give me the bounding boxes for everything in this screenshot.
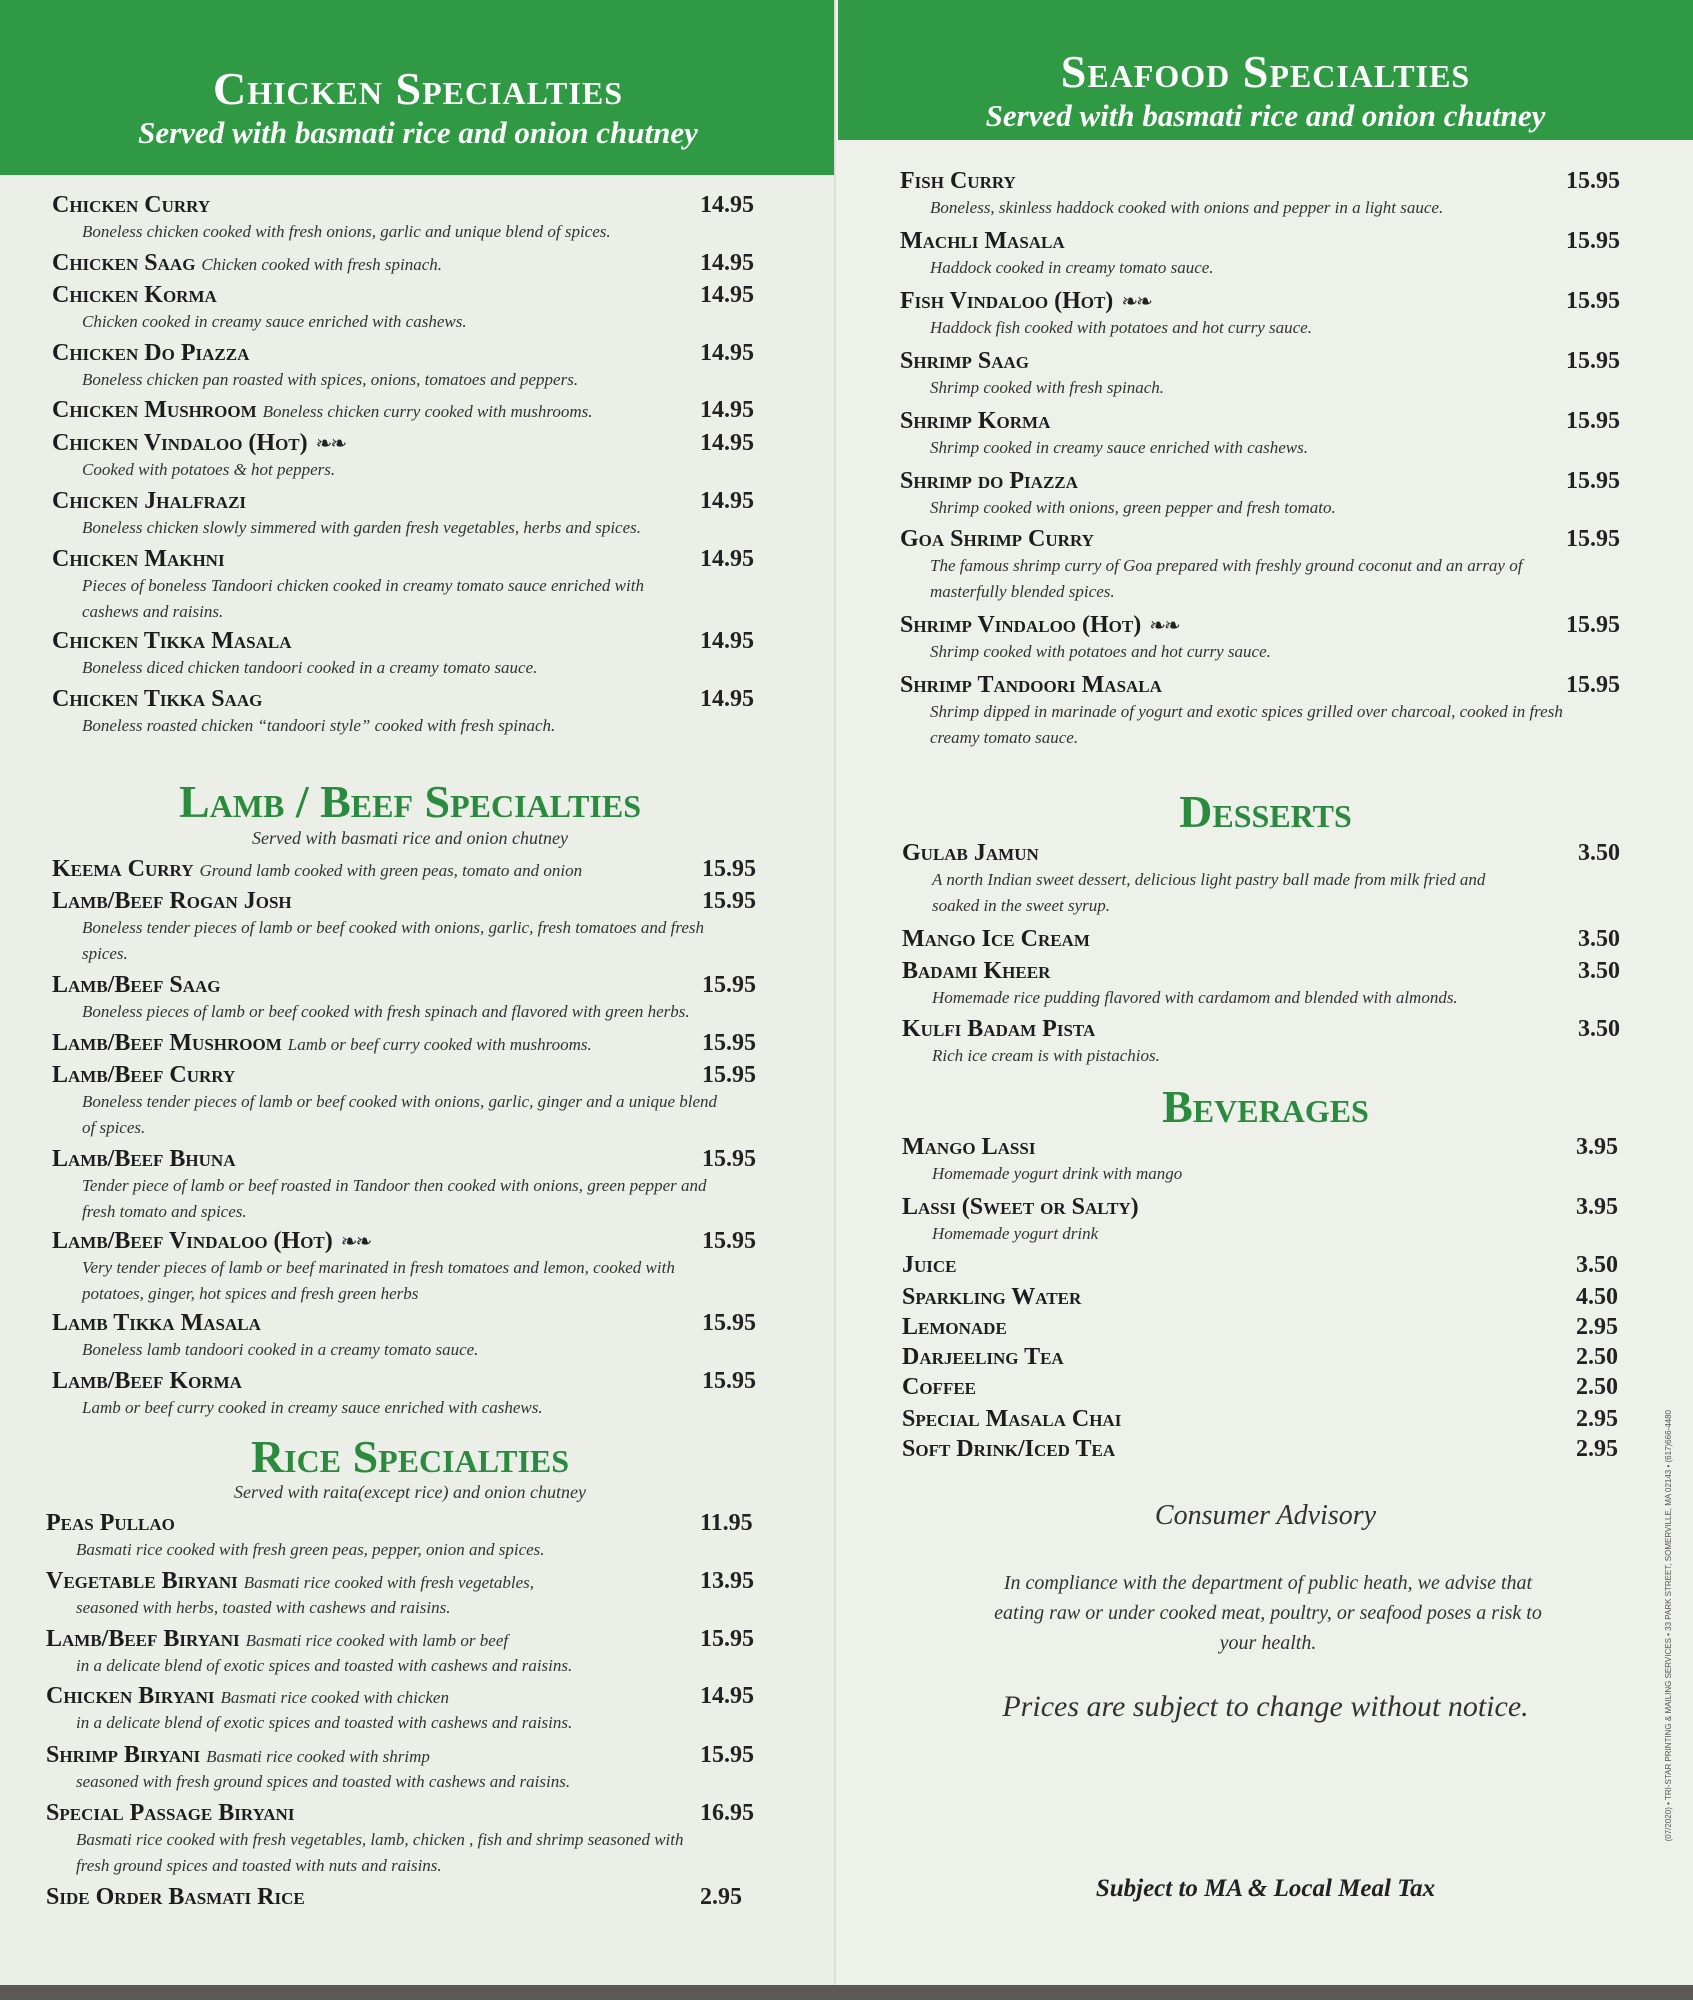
- beverages-menu-item: [902, 1194, 1492, 1247]
- item-name: Kulfi Badam Pista: [902, 1016, 1096, 1042]
- item-name: Lamb/Beef Bhuna: [52, 1146, 236, 1172]
- advisory-text: In compliance with the department of public heath, we advise that eating raw or under cooked meat, poultry, or seafood poses a risk to your health.: [994, 1572, 1542, 1654]
- item-description: Rich ice cream is with pistachios.: [932, 1046, 1160, 1065]
- item-description: Haddock fish cooked with potatoes and hot curry sauce.: [930, 318, 1312, 337]
- item-description: Boneless chicken cooked with fresh onions, garlic and unique blend of spices.: [82, 222, 611, 241]
- item-description: Lamb or beef curry cooked in creamy sauce enriched with cashews.: [82, 1398, 543, 1417]
- item-price: 15.95: [700, 1742, 754, 1768]
- item-name: Fish Vindaloo (Hot): [900, 288, 1114, 314]
- seafood-menu-item: [900, 228, 1590, 281]
- item-price: 15.95: [1566, 672, 1620, 698]
- item-description: Boneless tender pieces of lamb or beef cooked with onions, garlic, ginger and a unique blend of spices.: [82, 1092, 718, 1137]
- item-name: Chicken Makhni: [52, 546, 225, 572]
- item-name: Lamb/Beef Korma: [52, 1368, 242, 1394]
- item-name: Special Passage Biryani: [46, 1800, 295, 1826]
- item-name: Mango Ice Cream: [902, 926, 1090, 952]
- chicken-menu-item: [52, 340, 702, 393]
- lamb-menu-item: [52, 1062, 722, 1141]
- chicken-banner: [0, 0, 836, 175]
- seafood-menu-item: [900, 672, 1590, 751]
- item-price: 3.95: [1576, 1134, 1618, 1160]
- item-price: 14.95: [700, 430, 754, 456]
- item-price: 15.95: [702, 1310, 756, 1336]
- lamb-menu-item: [52, 856, 582, 883]
- item-price: 15.95: [1566, 168, 1620, 194]
- item-name: Chicken Jhalfrazi: [52, 488, 247, 514]
- lamb-menu-item: [52, 972, 722, 1025]
- item-name: Chicken Mushroom: [52, 397, 257, 423]
- item-description: Cooked with potatoes & hot peppers.: [82, 460, 336, 479]
- chicken-menu-item: [52, 488, 702, 541]
- item-name: Shrimp Vindaloo (Hot): [900, 612, 1142, 638]
- item-inline-description: Ground lamb cooked with green peas, tomato and onion: [199, 861, 583, 880]
- seafood-menu-item: [900, 408, 1590, 461]
- item-name: Chicken Vindaloo (Hot): [52, 430, 308, 456]
- item-description: Shrimp cooked with onions, green pepper and fresh tomato.: [930, 498, 1336, 517]
- item-inline-description: Boneless chicken curry cooked with mushrooms.: [262, 402, 593, 421]
- item-description: Boneless chicken pan roasted with spices, onions, tomatoes and peppers.: [82, 370, 579, 389]
- lamb-title: Lamb / Beef Specialties: [178, 776, 642, 827]
- item-description: The famous shrimp curry of Goa prepared with freshly ground coconut and an array of masterfully blended spices.: [930, 556, 1523, 601]
- item-inline-description: Basmati rice cooked with shrimp: [206, 1747, 430, 1766]
- seafood-menu-item: [900, 612, 1590, 665]
- item-price: 14.95: [700, 282, 754, 308]
- item-description: Haddock cooked in creamy tomato sauce.: [930, 258, 1214, 277]
- beverages-menu-item: [902, 1314, 1007, 1341]
- item-price: 14.95: [700, 397, 754, 423]
- chicken-menu-item: [52, 250, 442, 277]
- item-name: Chicken Saag: [52, 250, 196, 276]
- desserts-title: Desserts: [1179, 786, 1352, 837]
- beverages-menu-item: [902, 1134, 1492, 1187]
- item-price: 3.95: [1576, 1194, 1618, 1220]
- item-name: Chicken Do Piazza: [52, 340, 250, 366]
- item-price: 14.95: [700, 250, 754, 276]
- item-description: Tender piece of lamb or beef roasted in Tandoor then cooked with onions, green pepper and fresh tomato and spices.: [82, 1176, 707, 1221]
- item-name: Lamb/Beef Vindaloo (Hot): [52, 1228, 333, 1254]
- item-name: Lemonade: [902, 1314, 1007, 1340]
- item-price: 2.50: [1576, 1344, 1618, 1370]
- item-description: A north Indian sweet dessert, delicious light pastry ball made from milk fried and soaked in the sweet syrup.: [932, 870, 1486, 915]
- item-name: Peas Pullao: [46, 1510, 175, 1536]
- item-inline-description: Basmati rice cooked with chicken: [220, 1688, 449, 1707]
- item-price: 15.95: [702, 856, 756, 882]
- chicken-title: Chicken Specialties: [212, 63, 623, 114]
- item-price: 13.95: [700, 1568, 754, 1594]
- tax-note: Subject to MA & Local Meal Tax: [1095, 1875, 1436, 1902]
- item-price: 15.95: [702, 1368, 756, 1394]
- item-price: 2.95: [1576, 1436, 1618, 1462]
- item-name: Coffee: [902, 1374, 977, 1400]
- item-name: Lamb/Beef Curry: [52, 1062, 236, 1088]
- printer-credit: [1661, 1410, 1679, 1920]
- desserts-menu-item: [902, 840, 1532, 919]
- item-price: 15.95: [700, 1626, 754, 1652]
- item-name: Chicken Curry: [52, 192, 211, 218]
- item-description: Shrimp cooked in creamy sauce enriched with cashews.: [930, 438, 1309, 457]
- item-name: Shrimp Korma: [900, 408, 1051, 434]
- item-name: Chicken Tikka Masala: [52, 628, 292, 654]
- lamb-subtitle: Served with basmati rice and onion chutney: [252, 828, 568, 848]
- beverages-menu-item: [902, 1406, 1121, 1433]
- item-price: 15.95: [1566, 348, 1620, 374]
- item-name: Juice: [902, 1252, 957, 1278]
- item-name: Chicken Tikka Saag: [52, 686, 263, 712]
- item-name: Lassi (Sweet or Salty): [902, 1194, 1139, 1220]
- item-price: 15.95: [702, 1030, 756, 1056]
- item-name: Soft Drink/Iced Tea: [902, 1436, 1116, 1462]
- item-description: Boneless, skinless haddock cooked with onions and pepper in a light sauce.: [930, 198, 1444, 217]
- item-description: Boneless pieces of lamb or beef cooked with fresh spinach and flavored with green herbs.: [82, 1002, 690, 1021]
- item-price: 3.50: [1578, 958, 1620, 984]
- item-inline-description: Chicken cooked with fresh spinach.: [201, 255, 443, 274]
- advisory-title: Consumer Advisory: [1154, 1500, 1377, 1531]
- lamb-menu-item: [52, 1310, 722, 1363]
- item-description: Homemade yogurt drink: [932, 1224, 1099, 1243]
- desserts-menu-item: [902, 926, 1090, 953]
- desserts-menu-item: [902, 958, 1532, 1011]
- rice-title: Rice Specialties: [250, 1431, 570, 1482]
- beverages-menu-item: [902, 1436, 1115, 1463]
- item-name: Shrimp Saag: [900, 348, 1030, 374]
- item-name: Gulab Jamun: [902, 840, 1039, 866]
- item-price: 15.95: [702, 1146, 756, 1172]
- item-description: Homemade yogurt drink with mango: [932, 1164, 1183, 1183]
- rice-menu-item: [46, 1568, 716, 1621]
- item-price: 15.95: [1566, 228, 1620, 254]
- item-price: 14.95: [700, 546, 754, 572]
- item-name: Machli Masala: [900, 228, 1065, 254]
- item-price: 15.95: [702, 1228, 756, 1254]
- seafood-banner: [838, 0, 1693, 140]
- item-name: Shrimp do Piazza: [900, 468, 1078, 494]
- item-price: 15.95: [1566, 526, 1620, 552]
- rice-menu-item: [46, 1626, 716, 1679]
- item-name: Fish Curry: [900, 168, 1016, 194]
- item-name: Special Masala Chai: [902, 1406, 1122, 1432]
- pepper-icon: ❧❧: [1149, 615, 1179, 637]
- item-name: Lamb Tikka Masala: [52, 1310, 261, 1336]
- item-price: 4.50: [1576, 1284, 1618, 1310]
- lamb-menu-item: [52, 1146, 722, 1225]
- item-description: Very tender pieces of lamb or beef marinated in fresh tomatoes and lemon, cooked with potatoes, ginger, hot spices and fresh green herbs: [82, 1258, 675, 1303]
- item-description: Shrimp cooked with potatoes and hot curry sauce.: [930, 642, 1271, 661]
- chicken-menu-item: [52, 546, 702, 625]
- item-price: 14.95: [700, 686, 754, 712]
- seafood-menu-item: [900, 168, 1590, 221]
- beverages-menu-item: [902, 1252, 957, 1279]
- item-price: 2.95: [1576, 1406, 1618, 1432]
- rice-menu-item: [46, 1800, 716, 1879]
- item-inline-description: Lamb or beef curry cooked with mushrooms.: [287, 1035, 592, 1054]
- item-description: in a delicate blend of exotic spices and toasted with cashews and raisins.: [76, 1713, 573, 1732]
- rice-subtitle: Served with raita(except rice) and onion chutney: [234, 1482, 586, 1502]
- chicken-menu-item: [52, 628, 702, 681]
- item-name: Mango Lassi: [902, 1134, 1036, 1160]
- rice-menu-item: [46, 1884, 305, 1911]
- item-name: Lamb/Beef Mushroom: [52, 1030, 282, 1056]
- item-price: 15.95: [1566, 288, 1620, 314]
- item-price: 11.95: [700, 1510, 753, 1536]
- table-surface: [0, 1985, 1693, 2000]
- item-price: 15.95: [1566, 612, 1620, 638]
- seafood-menu-item: [900, 348, 1590, 401]
- printer-credit-text: (07/2020) • TRI-STAR PRINTING & MAILING SERVICES • 33 PARK STREET, SOMERVILLE, MA 02143 • (617)666-4480: [1664, 1410, 1673, 1842]
- item-name: Shrimp Tandoori Masala: [900, 672, 1162, 698]
- pepper-icon: ❧❧: [1121, 291, 1151, 313]
- item-description: Shrimp dipped in marinade of yogurt and exotic spices grilled over charcoal, cooked in fresh creamy tomato sauce.: [930, 702, 1563, 747]
- beverages-title: Beverages: [1162, 1081, 1369, 1132]
- chicken-menu-item: [52, 430, 702, 483]
- item-inline-description: Basmati rice cooked with fresh vegetables,: [243, 1573, 534, 1592]
- item-description: seasoned with herbs, toasted with cashews and raisins.: [76, 1598, 451, 1617]
- item-description: Boneless lamb tandoori cooked in a creamy tomato sauce.: [82, 1340, 479, 1359]
- price-notice: Prices are subject to change without notice.: [1002, 1690, 1529, 1723]
- item-description: Shrimp cooked with fresh spinach.: [930, 378, 1165, 397]
- menu-right-panel: [838, 0, 1693, 1985]
- lamb-menu-item: [52, 888, 722, 967]
- item-inline-description: Basmati rice cooked with lamb or beef: [245, 1631, 509, 1650]
- item-name: Keema Curry: [52, 856, 194, 882]
- item-name: Darjeeling Tea: [902, 1344, 1064, 1370]
- beverages-menu-item: [902, 1284, 1081, 1311]
- item-price: 14.95: [700, 628, 754, 654]
- item-name: Lamb/Beef Biryani: [46, 1626, 240, 1652]
- item-description: Pieces of boneless Tandoori chicken cooked in creamy tomato sauce enriched with cashews and raisins.: [82, 576, 644, 621]
- rice-menu-item: [46, 1742, 716, 1795]
- desserts-menu-item: [902, 1016, 1532, 1069]
- beverages-menu-item: [902, 1374, 976, 1401]
- item-name: Goa Shrimp Curry: [900, 526, 1094, 552]
- seafood-menu-item: [900, 288, 1590, 341]
- item-price: 3.50: [1576, 1252, 1618, 1278]
- lamb-menu-item: [52, 1368, 722, 1421]
- chicken-menu-item: [52, 192, 702, 245]
- pepper-icon: ❧❧: [315, 433, 346, 455]
- item-price: 16.95: [700, 1800, 754, 1826]
- item-price: 3.50: [1578, 926, 1620, 952]
- item-name: Lamb/Beef Rogan Josh: [52, 888, 292, 914]
- item-name: Lamb/Beef Saag: [52, 972, 221, 998]
- lamb-menu-item: [52, 1228, 722, 1307]
- item-name: Vegetable Biryani: [46, 1568, 238, 1594]
- item-description: Basmati rice cooked with fresh green peas, pepper, onion and spices.: [76, 1540, 545, 1559]
- beverages-menu-item: [902, 1344, 1064, 1371]
- item-price: 14.95: [700, 192, 754, 218]
- rice-menu-item: [46, 1510, 716, 1563]
- item-price: 14.95: [700, 488, 754, 514]
- item-price: 14.95: [700, 1683, 754, 1709]
- item-description: Boneless chicken slowly simmered with garden fresh vegetables, herbs and spices.: [82, 518, 641, 537]
- item-name: Badami Kheer: [902, 958, 1051, 984]
- seafood-menu-item: [900, 526, 1590, 605]
- item-description: Boneless diced chicken tandoori cooked in a creamy tomato sauce.: [82, 658, 538, 677]
- chicken-menu-item: [52, 397, 593, 424]
- item-price: 15.95: [702, 1062, 756, 1088]
- item-name: Sparkling Water: [902, 1284, 1082, 1310]
- item-description: Boneless tender pieces of lamb or beef cooked with onions, garlic, fresh tomatoes and fresh spices.: [82, 918, 704, 963]
- chicken-menu-item: [52, 686, 702, 739]
- chicken-subtitle: Served with basmati rice and onion chutney: [138, 115, 698, 150]
- item-price: 3.50: [1578, 1016, 1620, 1042]
- item-description: Basmati rice cooked with fresh vegetables, lamb, chicken , fish and shrimp seasoned with fresh ground spices and toasted with nuts and raisins.: [76, 1830, 684, 1875]
- item-price: 2.95: [1576, 1314, 1618, 1340]
- chicken-menu-item: [52, 282, 702, 335]
- item-description: Chicken cooked in creamy sauce enriched with cashews.: [82, 312, 467, 331]
- seafood-title: Seafood Specialties: [1060, 46, 1471, 97]
- item-price: 3.50: [1578, 840, 1620, 866]
- item-price: 2.50: [1576, 1374, 1618, 1400]
- seafood-menu-item: [900, 468, 1590, 521]
- item-price: 2.95: [700, 1884, 742, 1910]
- item-name: Chicken Korma: [52, 282, 217, 308]
- item-price: 15.95: [702, 972, 756, 998]
- pepper-icon: ❧❧: [340, 1231, 371, 1253]
- item-name: Chicken Biryani: [46, 1683, 215, 1709]
- item-price: 14.95: [700, 340, 754, 366]
- item-price: 15.95: [1566, 408, 1620, 434]
- seafood-subtitle: Served with basmati rice and onion chutney: [985, 98, 1546, 133]
- item-description: seasoned with fresh ground spices and toasted with cashews and raisins.: [76, 1772, 571, 1791]
- lamb-menu-item: [52, 1030, 592, 1057]
- item-price: 15.95: [1566, 468, 1620, 494]
- item-price: 15.95: [702, 888, 756, 914]
- item-name: Side Order Basmati Rice: [46, 1884, 305, 1910]
- item-name: Shrimp Biryani: [46, 1742, 201, 1768]
- item-description: Homemade rice pudding flavored with cardamom and blended with almonds.: [932, 988, 1458, 1007]
- item-description: Boneless roasted chicken “tandoori style” cooked with fresh spinach.: [82, 716, 556, 735]
- item-description: in a delicate blend of exotic spices and toasted with cashews and raisins.: [76, 1656, 573, 1675]
- menu-left-panel: [0, 0, 836, 1985]
- rice-menu-item: [46, 1683, 716, 1736]
